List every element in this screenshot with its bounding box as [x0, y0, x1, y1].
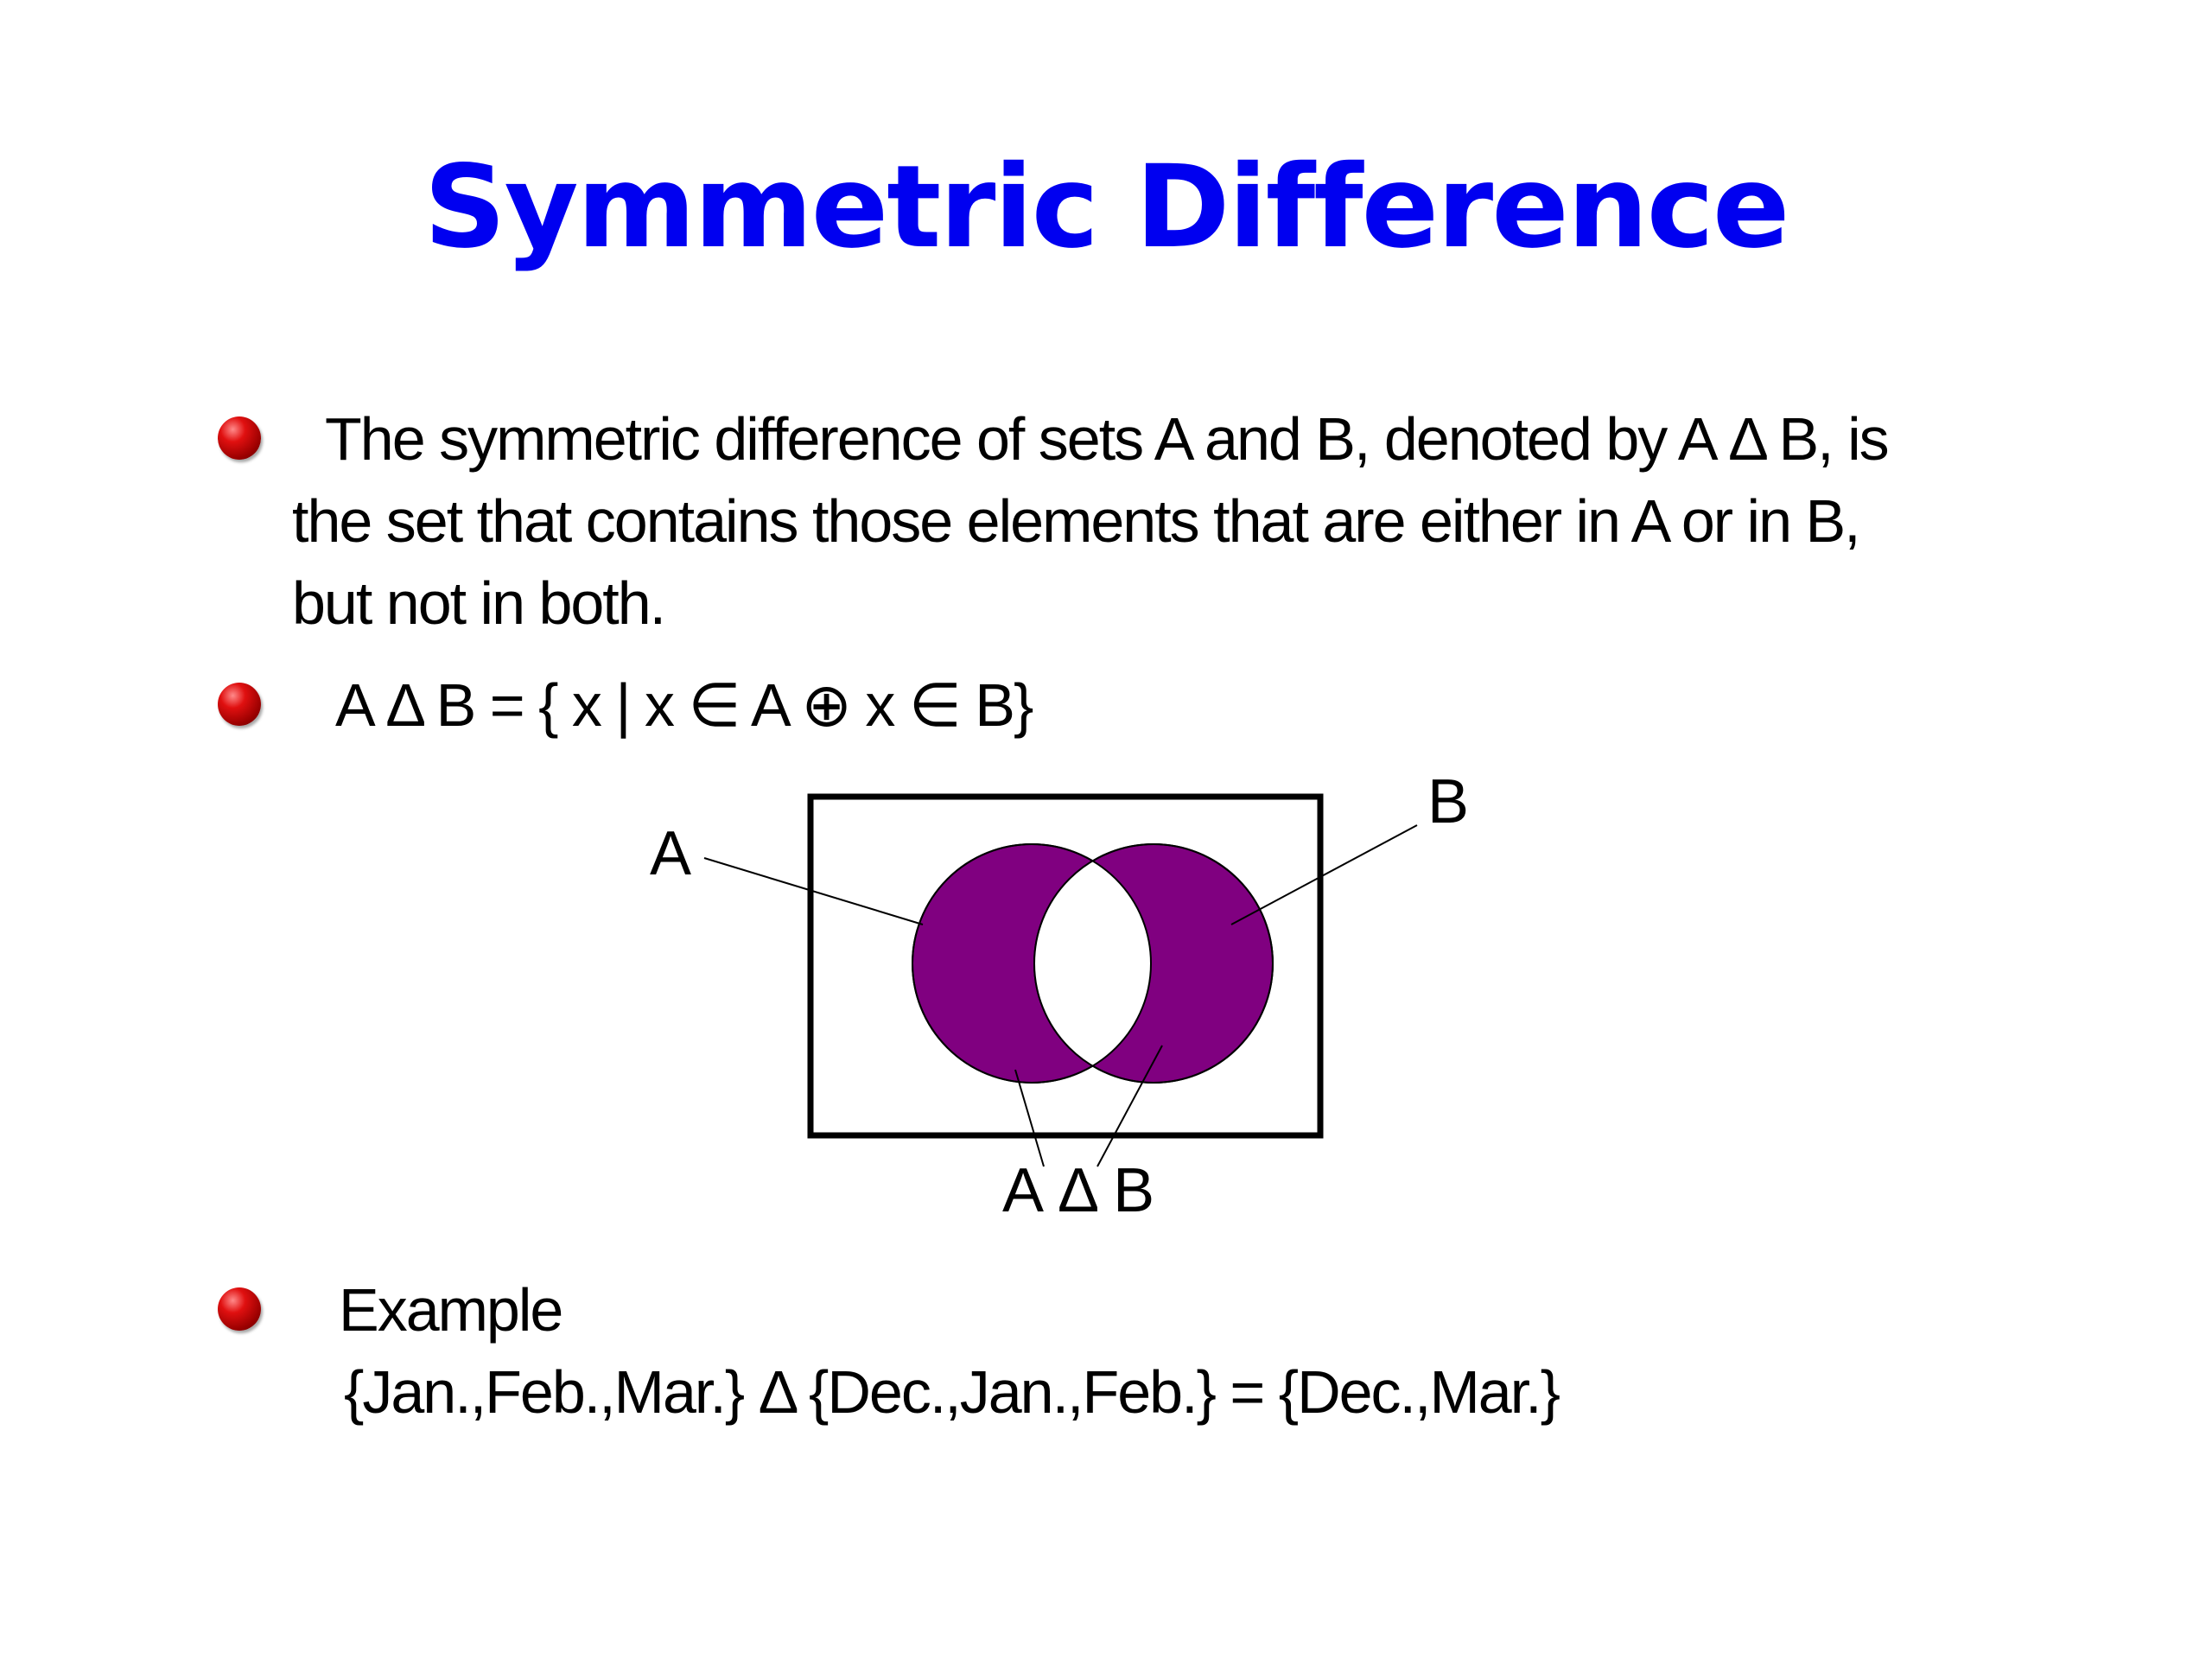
- example-heading: Example: [339, 1276, 563, 1344]
- venn-label-result: A Δ B: [1002, 1156, 1155, 1225]
- definition-line-1: The symmetric difference of sets A and B, denoted by A Δ B, is: [325, 405, 1888, 473]
- page-title: Symmetric Difference: [423, 141, 1789, 274]
- venn-label-b: B: [1427, 767, 1470, 836]
- definition-line-2: the set that contains those elements that are either in A or in B,: [292, 487, 1859, 555]
- bullet-icon: [218, 1287, 261, 1331]
- venn-label-a: A: [650, 819, 692, 888]
- formula-text: A Δ B = { x | x ∈ A ⊕ x ∈ B}: [335, 671, 1033, 739]
- example-value: {Jan.,Feb.,Mar.} Δ {Dec.,Jan.,Feb.} = {Dec.,Mar.}: [344, 1358, 1559, 1426]
- definition-line-3: but not in both.: [292, 569, 665, 637]
